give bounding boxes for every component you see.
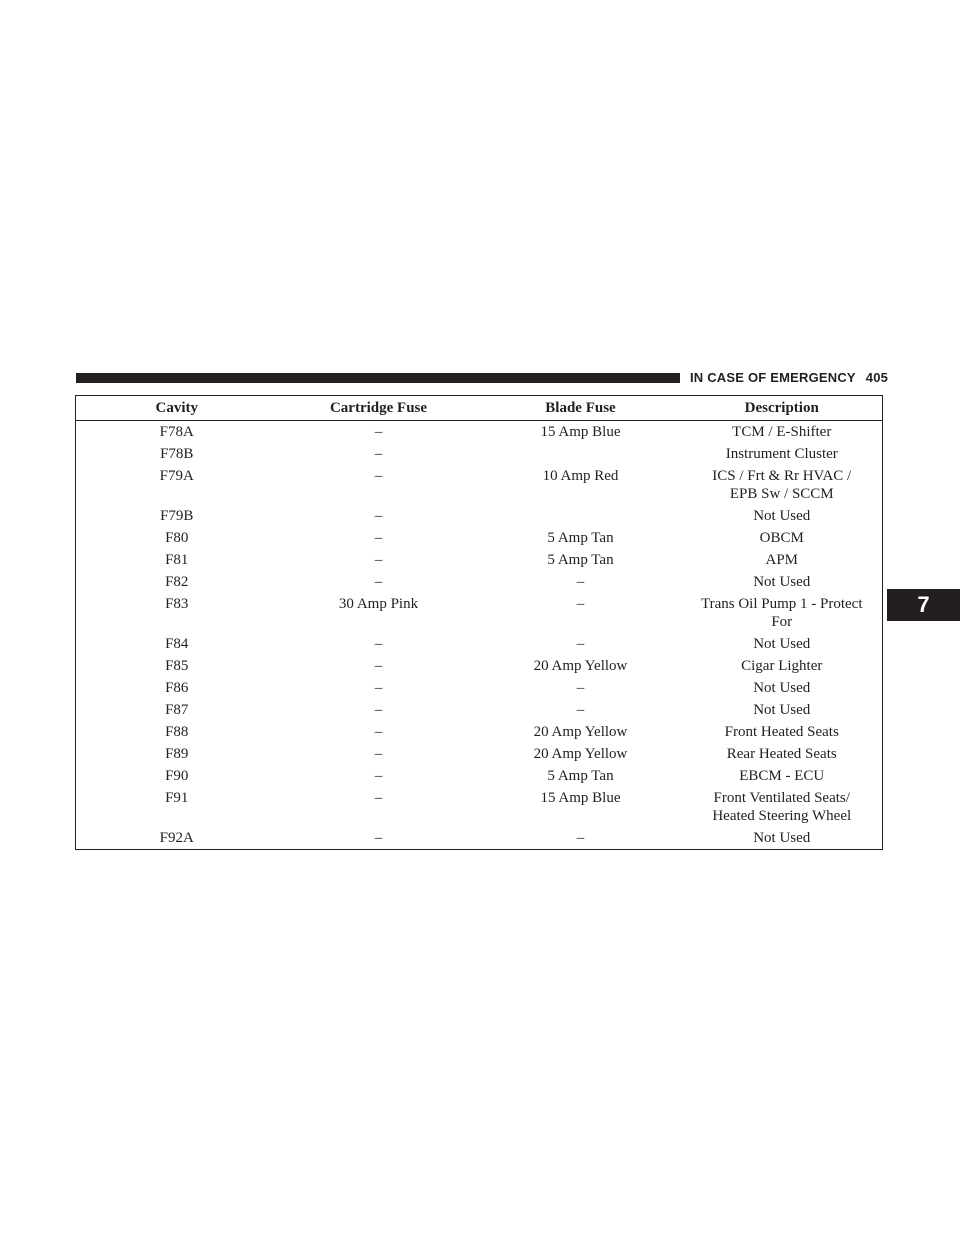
- description-cell: Not Used: [682, 827, 883, 850]
- description-cell: TCM / E-Shifter: [682, 421, 883, 444]
- table-row: [76, 699, 883, 721]
- blade-fuse-cell: –: [576, 636, 585, 652]
- table-header-row: [76, 396, 883, 421]
- blade-fuse-cell: 5 Amp Tan: [547, 768, 614, 784]
- blade-fuse-cell: –: [480, 827, 682, 850]
- table-row: [76, 677, 883, 699]
- blade-fuse-cell: 5 Amp Tan: [547, 530, 614, 546]
- cavity-cell: F78A: [76, 421, 278, 444]
- cavity-cell: F91: [76, 787, 278, 827]
- cavity-cell: F82: [76, 571, 278, 593]
- description-cell: Trans Oil Pump 1 - Protect For: [682, 593, 883, 633]
- cavity-cell: F89: [76, 743, 278, 765]
- cartridge-fuse-cell: –: [374, 574, 383, 590]
- table-row: [76, 827, 883, 850]
- cartridge-fuse-cell: 30 Amp Pink: [338, 596, 419, 612]
- blade-fuse-cell: 15 Amp Blue: [540, 424, 621, 440]
- blade-fuse-cell: 5 Amp Tan: [547, 552, 614, 568]
- cavity-cell: F80: [76, 527, 278, 549]
- column-header-cartridge-fuse: Cartridge Fuse: [278, 396, 480, 421]
- cartridge-fuse-cell: –: [374, 790, 383, 806]
- column-header-blade-fuse: Blade Fuse: [480, 396, 682, 421]
- table-row: [76, 721, 883, 743]
- table-row: [76, 443, 883, 465]
- table-row: [76, 765, 883, 787]
- blade-fuse-cell: 20 Amp Yellow: [533, 724, 628, 740]
- cavity-cell: F90: [76, 765, 278, 787]
- cartridge-fuse-cell: –: [374, 636, 383, 652]
- description-cell: ICS / Frt & Rr HVAC / EPB Sw / SCCM: [682, 465, 883, 505]
- cartridge-fuse-cell: –: [374, 508, 383, 524]
- blade-fuse-cell: –: [576, 702, 585, 718]
- cavity-cell: F86: [76, 677, 278, 699]
- section-title: IN CASE OF EMERGENCY: [690, 370, 856, 385]
- description-cell: Front Ventilated Seats/ Heated Steering Wheel: [682, 787, 883, 827]
- description-cell: Not Used: [682, 699, 883, 721]
- blade-fuse-cell: 20 Amp Yellow: [533, 746, 628, 762]
- description-cell: Front Heated Seats: [682, 721, 883, 743]
- blade-fuse-cell: 20 Amp Yellow: [533, 658, 628, 674]
- cartridge-fuse-cell: –: [374, 552, 383, 568]
- cartridge-fuse-cell: –: [374, 724, 383, 740]
- cartridge-fuse-cell: –: [374, 680, 383, 696]
- cartridge-fuse-cell: –: [374, 530, 383, 546]
- fuse-table: [75, 395, 883, 850]
- table-row: [76, 743, 883, 765]
- cavity-cell: F83: [76, 593, 278, 633]
- cartridge-fuse-cell: –: [374, 446, 383, 462]
- cavity-cell: F79A: [76, 465, 278, 505]
- cartridge-fuse-cell: –: [374, 746, 383, 762]
- blade-fuse-cell: –: [576, 574, 585, 590]
- table-row: [76, 527, 883, 549]
- description-cell: Rear Heated Seats: [682, 743, 883, 765]
- table-row: [76, 465, 883, 505]
- page-number: 405: [865, 370, 889, 385]
- cavity-cell: F78B: [76, 443, 278, 465]
- cavity-cell: F88: [76, 721, 278, 743]
- table-row: [76, 571, 883, 593]
- description-cell: Not Used: [682, 677, 883, 699]
- description-cell: Not Used: [682, 633, 883, 655]
- cavity-cell: F84: [76, 633, 278, 655]
- table-row: [76, 593, 883, 633]
- cartridge-fuse-cell: –: [374, 658, 383, 674]
- description-cell: OBCM: [682, 527, 883, 549]
- cavity-cell: F87: [76, 699, 278, 721]
- description-cell: Not Used: [682, 505, 883, 527]
- table-row: [76, 633, 883, 655]
- table-row: [76, 787, 883, 827]
- table-row: [76, 655, 883, 677]
- cavity-cell: F92A: [76, 827, 278, 850]
- description-cell: Cigar Lighter: [682, 655, 883, 677]
- description-cell: APM: [682, 549, 883, 571]
- cartridge-fuse-cell: –: [374, 468, 383, 484]
- chapter-tab[interactable]: 7: [887, 589, 960, 621]
- column-header-cavity: Cavity: [76, 396, 278, 421]
- blade-fuse-cell: 15 Amp Blue: [540, 790, 621, 806]
- cartridge-fuse-cell: –: [374, 424, 383, 440]
- cavity-cell: F79B: [76, 505, 278, 527]
- table-row: [76, 421, 883, 444]
- blade-fuse-cell: –: [576, 596, 585, 612]
- cavity-cell: F81: [76, 549, 278, 571]
- table-row: [76, 505, 883, 527]
- blade-fuse-cell: –: [576, 680, 585, 696]
- cartridge-fuse-cell: –: [374, 702, 383, 718]
- header-rule: [76, 373, 680, 383]
- column-header-description: Description: [682, 396, 883, 421]
- description-cell: EBCM - ECU: [682, 765, 883, 787]
- cartridge-fuse-cell: –: [278, 827, 480, 850]
- table-body: [76, 421, 883, 850]
- blade-fuse-cell: 10 Amp Red: [542, 468, 619, 484]
- description-cell: Not Used: [682, 571, 883, 593]
- cavity-cell: F85: [76, 655, 278, 677]
- description-cell: Instrument Cluster: [682, 443, 883, 465]
- running-header: [690, 369, 888, 387]
- table-row: [76, 549, 883, 571]
- cartridge-fuse-cell: –: [374, 768, 383, 784]
